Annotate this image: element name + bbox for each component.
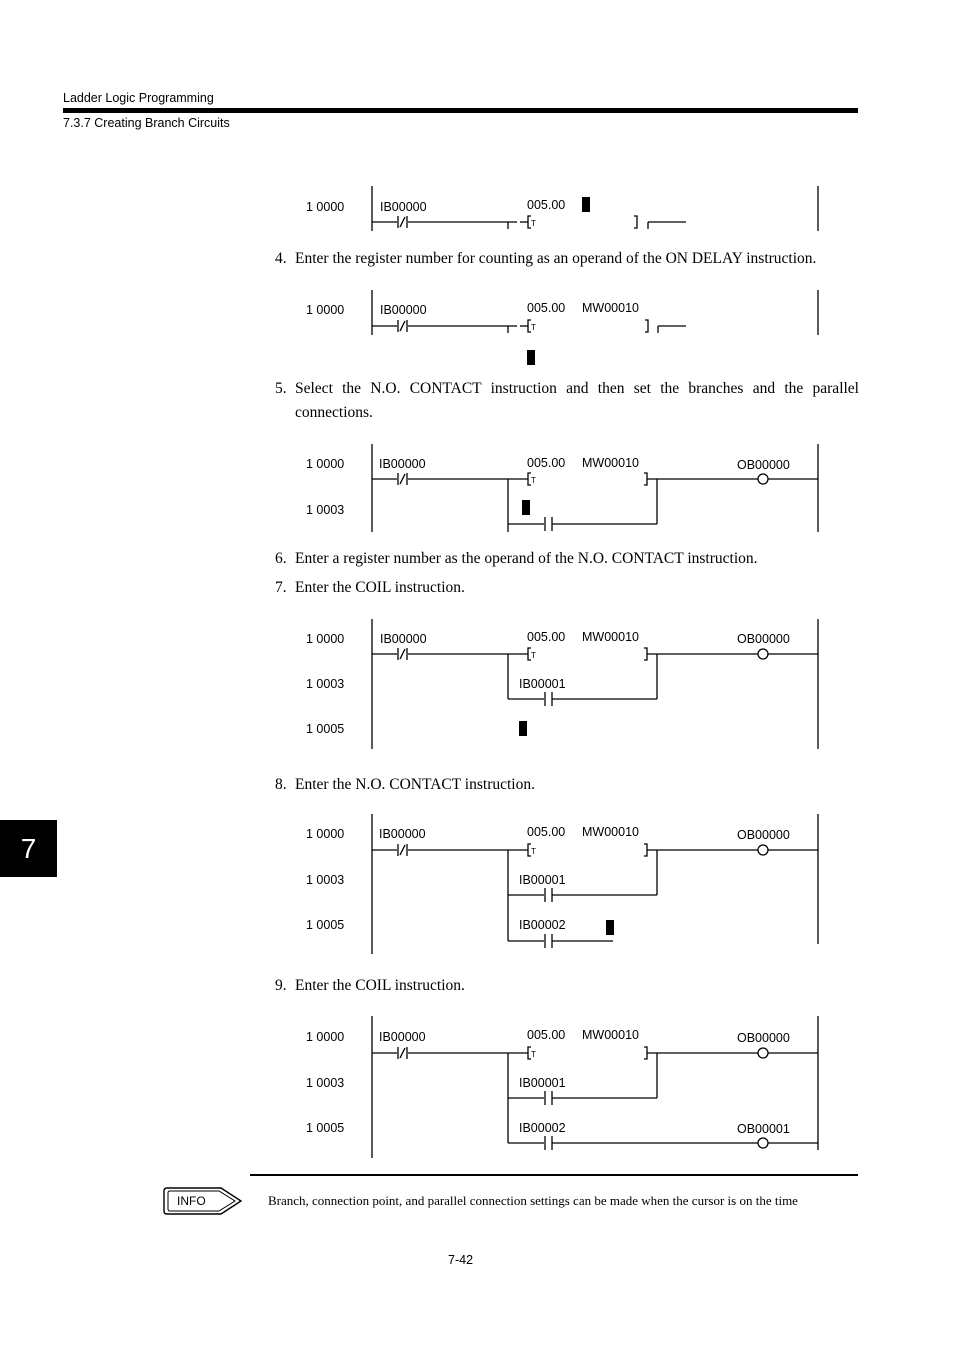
- step-text: Enter a register number as the operand of the N.O. CONTACT instruction.: [295, 550, 758, 567]
- operand-label: 005.00: [527, 198, 566, 212]
- operand-label: MW00010: [582, 301, 639, 315]
- operand-label: MW00010: [582, 1028, 639, 1042]
- step-row-label: 1 0000: [306, 632, 345, 646]
- page-number: 7-42: [448, 1253, 474, 1267]
- operand-label: IB00000: [380, 632, 427, 646]
- operand-label: OB00000: [737, 1031, 790, 1045]
- operand-label: OB00001: [737, 1122, 790, 1136]
- step-row-label: 1 0005: [306, 722, 345, 736]
- step-number: 6.: [275, 550, 287, 567]
- step-text: Enter the COIL instruction.: [295, 977, 465, 994]
- step-row-label: 1 0005: [306, 1121, 345, 1135]
- operand-label: MW00010: [582, 630, 639, 644]
- cursor-block: [527, 350, 535, 365]
- step-number: 5.: [275, 380, 287, 397]
- running-header-subsection: 7.3.7 Creating Branch Circuits: [63, 116, 230, 130]
- operand-label: 005.00: [527, 1028, 566, 1042]
- operand-label: MW00010: [582, 825, 639, 839]
- step-number: 4.: [275, 250, 287, 267]
- timer-t-label: T: [531, 1050, 536, 1059]
- step-number: 8.: [275, 776, 287, 793]
- step-row-label: 1 0005: [306, 918, 345, 932]
- cursor-block: [582, 197, 590, 212]
- step-row-label: 1 0000: [306, 1030, 345, 1044]
- step-row-label: 1 0000: [306, 303, 345, 317]
- timer-t-label: T: [531, 651, 536, 660]
- operand-label: OB00000: [737, 632, 790, 646]
- step-row-label: 1 0000: [306, 457, 345, 471]
- info-text: Branch, connection point, and parallel connection settings can be made when the cursor is on the time: [268, 1193, 798, 1208]
- ladder-diagram-a: [372, 186, 818, 231]
- operand-label: 005.00: [527, 630, 566, 644]
- operand-label: 005.00: [527, 456, 566, 470]
- operand-label: IB00001: [519, 873, 566, 887]
- step-row-label: 1 0003: [306, 677, 345, 691]
- operand-label: 005.00: [527, 301, 566, 315]
- step-row-label: 1 0003: [306, 503, 345, 517]
- timer-t-label: T: [531, 847, 536, 856]
- operand-label: OB00000: [737, 828, 790, 842]
- step-text: Enter the register number for counting as an operand of the ON DELAY instruction.: [295, 250, 817, 267]
- running-header-section: Ladder Logic Programming: [63, 91, 214, 105]
- info-icon: [163, 1186, 245, 1216]
- step-text: Enter the COIL instruction.: [295, 579, 465, 596]
- cursor-block: [519, 721, 527, 736]
- timer-t-label: T: [531, 323, 536, 332]
- info-rule: [250, 1174, 858, 1176]
- operand-label: IB00000: [380, 303, 427, 317]
- operand-label: IB00001: [519, 677, 566, 691]
- info-label: INFO: [177, 1194, 206, 1208]
- step-text: Select the N.O. CONTACT instruction and then set the branches and the parallel connections.: [295, 380, 859, 421]
- operand-label: IB00002: [519, 1121, 566, 1135]
- cursor-block: [522, 500, 530, 515]
- step-number: 7.: [275, 579, 287, 596]
- timer-t-label: T: [531, 476, 536, 485]
- operand-label: 005.00: [527, 825, 566, 839]
- operand-label: IB00000: [379, 457, 426, 471]
- chapter-tab: 7: [0, 820, 57, 877]
- step-number: 9.: [275, 977, 287, 994]
- operand-label: OB00000: [737, 458, 790, 472]
- operand-label: IB00000: [380, 200, 427, 214]
- step-row-label: 1 0003: [306, 1076, 345, 1090]
- step-text: Enter the N.O. CONTACT instruction.: [295, 776, 535, 793]
- step-row-label: 1 0003: [306, 873, 345, 887]
- cursor-block: [606, 920, 614, 935]
- operand-label: IB00000: [379, 827, 426, 841]
- operand-label: MW00010: [582, 456, 639, 470]
- step-row-label: 1 0000: [306, 200, 345, 214]
- operand-label: IB00002: [519, 918, 566, 932]
- operand-label: IB00000: [379, 1030, 426, 1044]
- timer-t-label: T: [531, 219, 536, 228]
- operand-label: IB00001: [519, 1076, 566, 1090]
- step-row-label: 1 0000: [306, 827, 345, 841]
